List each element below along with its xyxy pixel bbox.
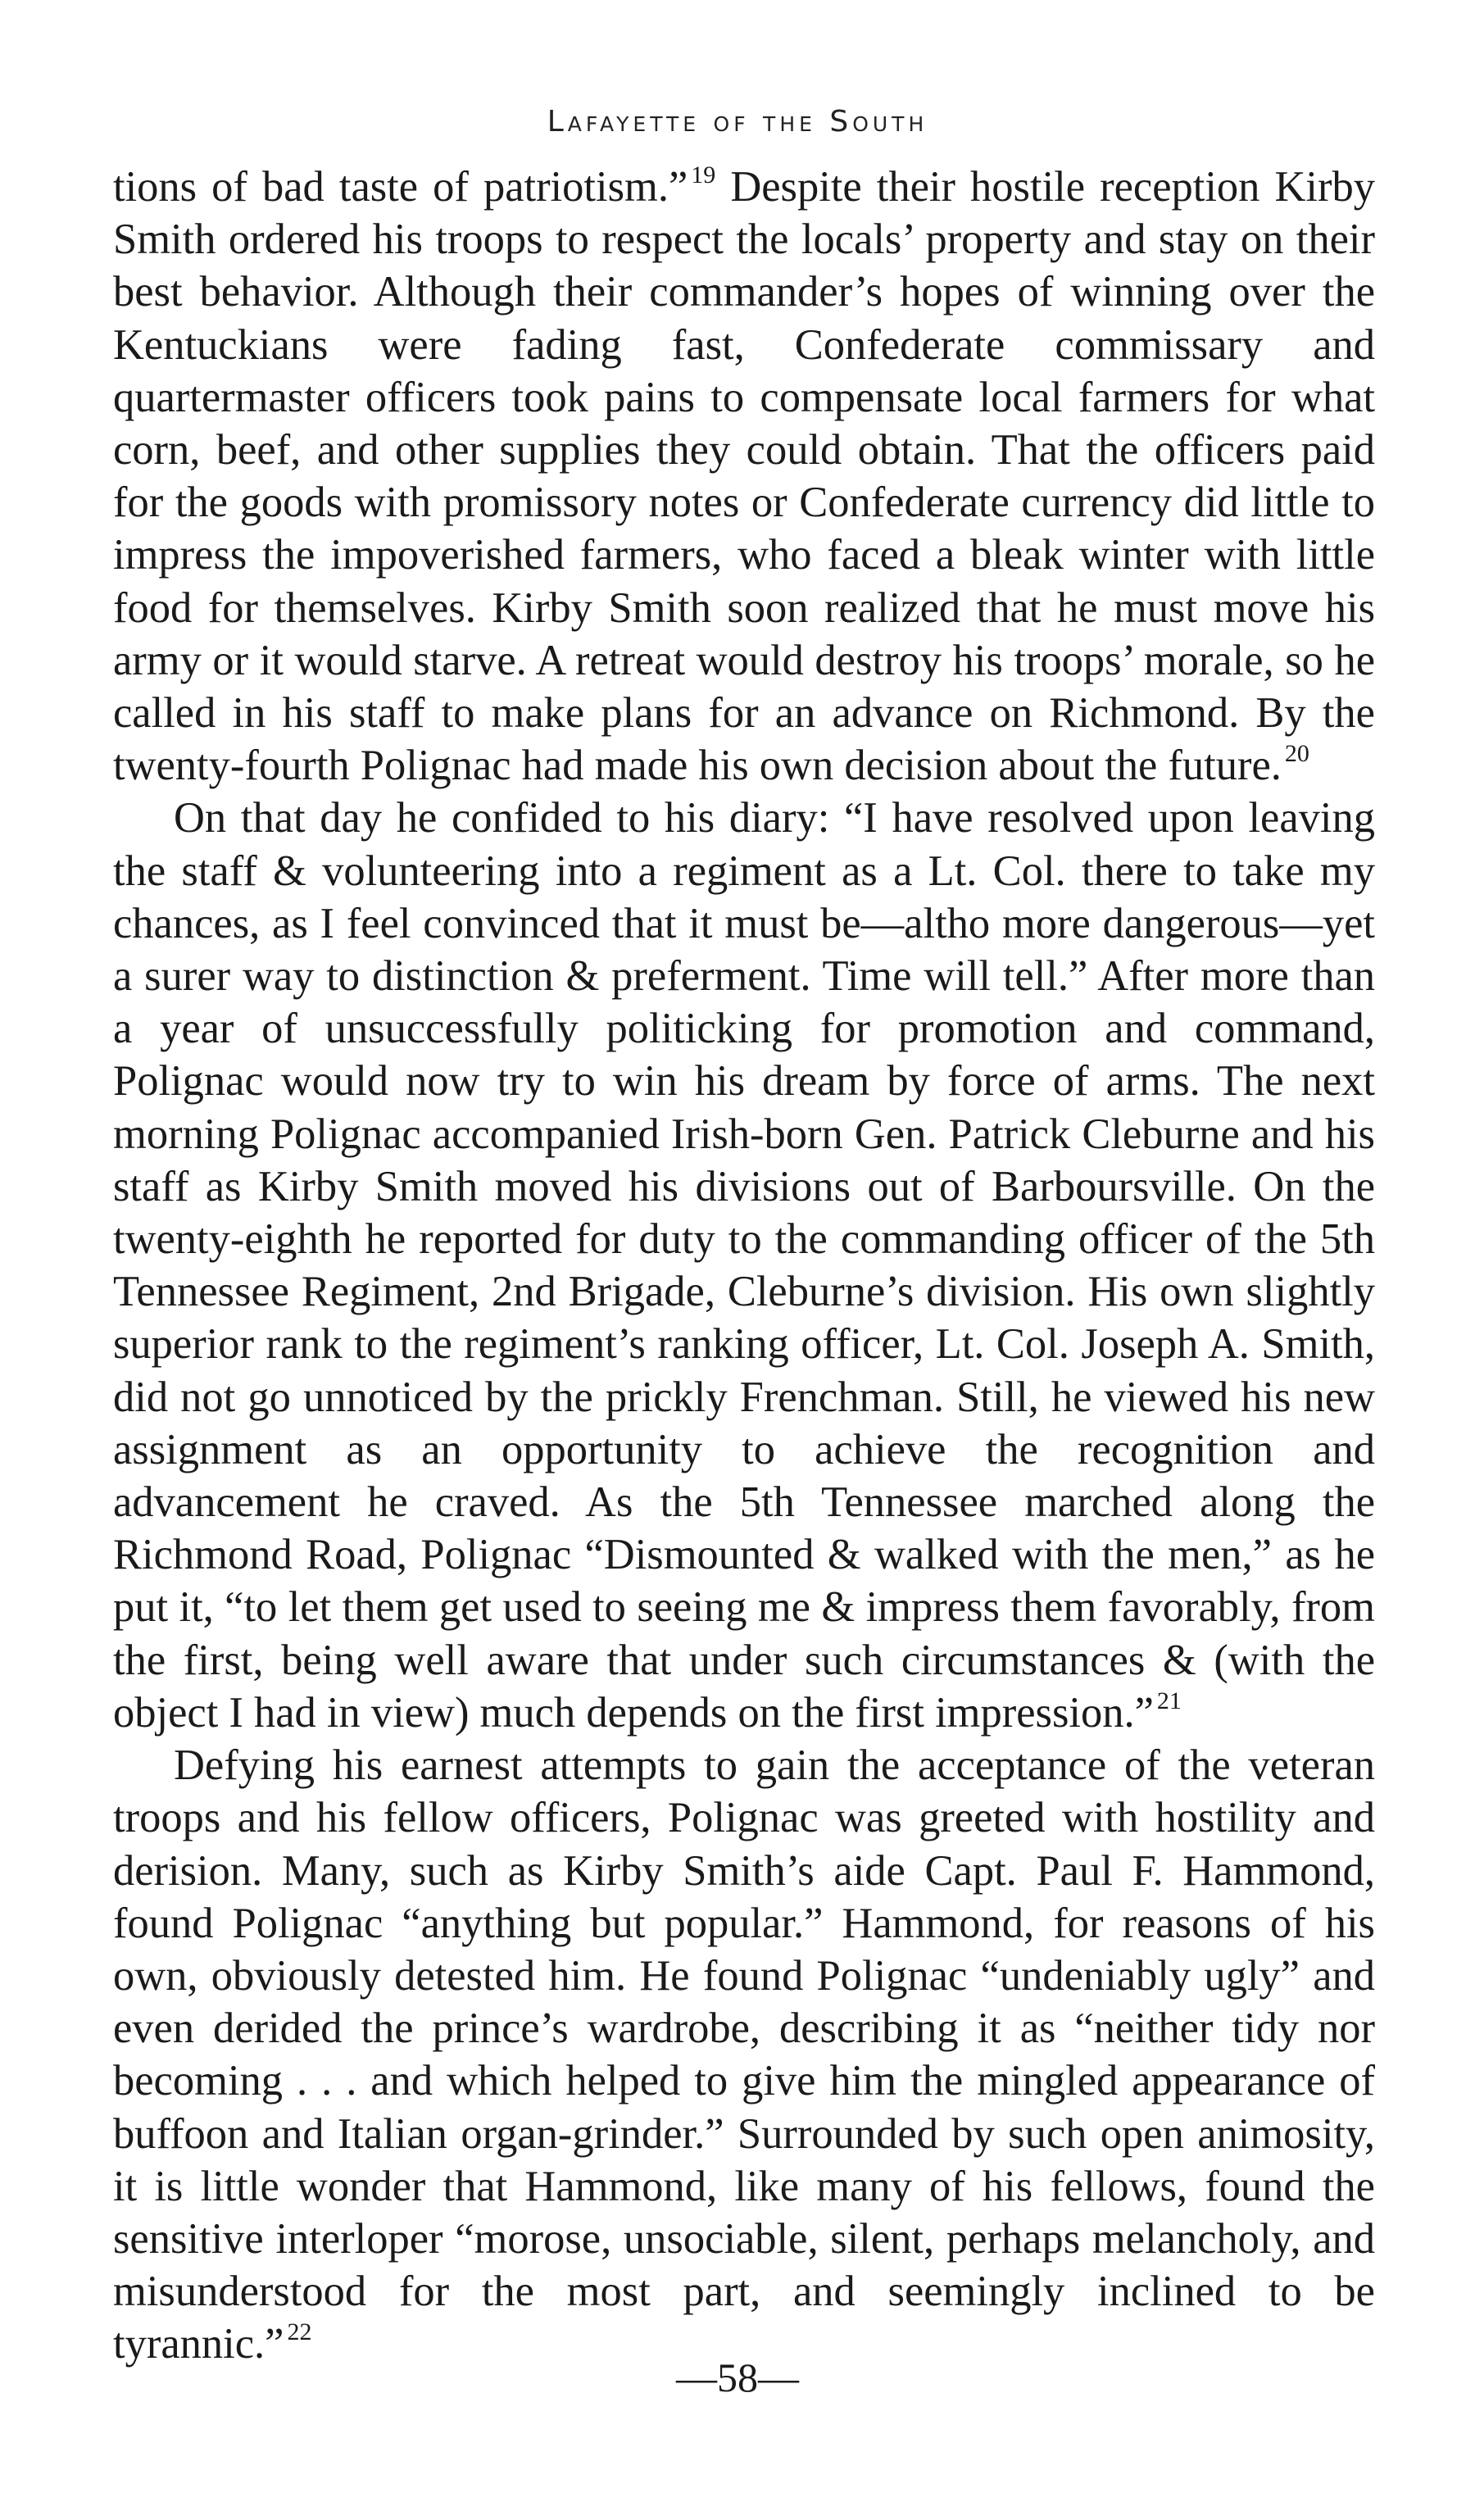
paragraph-text: Defying his earnest attempts to gain the acceptance of the veteran troops and his fellow officers, Polignac was greeted with hostility and derision. Many, such as Kirby Smith’s aide Capt. Paul F. Hammond, found Polignac “anything but popular.” Hammond, for reasons of his own, obviously detested him. He found Polignac “undeniably ugly” and even derided the prince’s wardrobe, describing it as “neither tidy nor becoming . . . and which helped to give him the mingled appearance of buffoon and Italian organ-grinder.” Surrounded by such open animosity, it is little wonder that Hammond, like many of his fellows, found the sensitive interloper “morose, unsociable, silent, perhaps melancholy, and misunderstood for the most part, and seemingly inclined to be tyrannic.” [113,1741,1375,2368]
body-text [113,161,1375,2371]
footnote-ref-22: 22 [287,2318,312,2346]
footnote-ref-20: 20 [1284,740,1309,768]
page-number: —58— [676,2354,799,2400]
footnote-ref-21: 21 [1156,1687,1182,1714]
running-head: Lafayette of the South [547,105,928,138]
paragraph-3 [113,1739,1375,2370]
paragraph-2 [113,792,1375,1739]
paragraph-text: Despite their hostile reception Kirby Smith ordered his troops to respect the locals’ property and stay on their best behavior. Although their commander’s hopes of winning over the Kentuckians were fading fast, Confederate commissary and quartermaster officers took pains to compensate local farmers for what corn, beef, and other supplies they could obtain. That the officers paid for the goods with promissory notes or Confederate currency did little to impress the impoverished farmers, who faced a bleak winter with little food for themselves. Kirby Smith soon realized that he must move his army or it would starve. A retreat would destroy his troops’ morale, so he called in his staff to make plans for an advance on Richmond. By the twenty-fourth Polignac had made his own decision about the future. [113,163,1375,790]
paragraph-text: tions of bad taste of patriotism.” [113,163,688,211]
paragraph-text: On that day he confided to his diary: “I have resolved upon leaving the staff & volunteering into a regiment as a Lt. Col. there to take my chances, as I feel convinced that it must be—altho more dangerous—yet a surer way to distinction & preferment. Time will tell.” After more than a year of unsuccessfully politicking for promotion and command, Polignac would now try to win his dream by force of arms. The next morning Polignac accompanied Irish-born Gen. Patrick Cleburne and his staff as Kirby Smith moved his divisions out of Barboursville. On the twenty-eighth he reported for duty to the commanding officer of the 5th Tennessee Regiment, 2nd Brigade, Cleburne’s division. His own slightly superior rank to the regiment’s ranking officer, Lt. Col. Joseph A. Smith, did not go unnoticed by the prickly Frenchman. Still, he viewed his new assignment as an opportunity to achieve the recognition and advancement he craved. As the 5th Tennessee marched along the Richmond Road, Polignac “Dismounted & walked with the men,” as he put it, “to let them get used to seeing me & impress them favorably, from the first, being well aware that under such circumstances & (with the object I had in view) much depends on the first impression.” [113,794,1375,1737]
footnote-ref-19: 19 [691,161,716,188]
paragraph-1 [113,161,1375,792]
